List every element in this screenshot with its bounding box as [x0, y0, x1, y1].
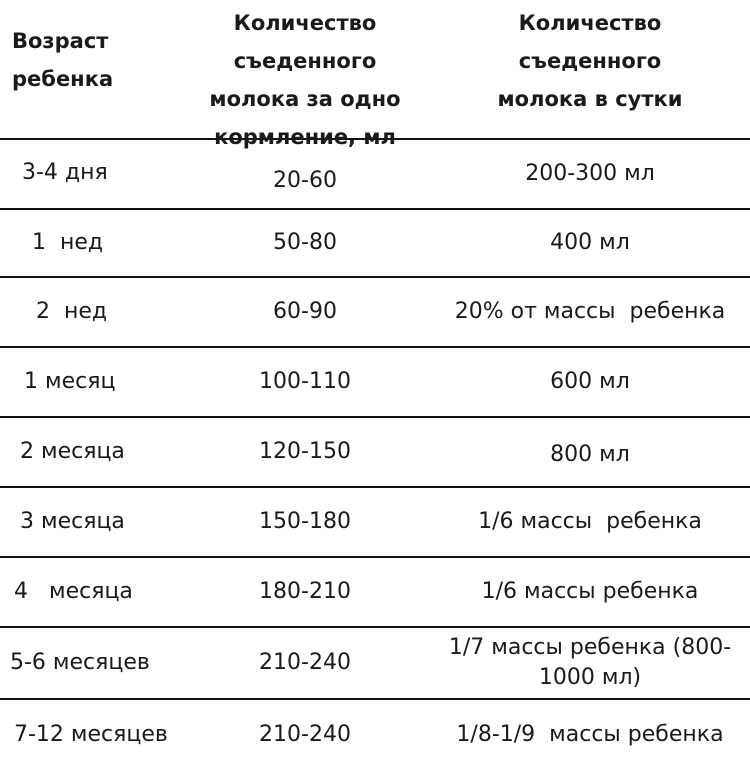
per-day-cell: 400 мл	[550, 230, 630, 255]
per-feeding-cell: 50-80	[273, 230, 337, 255]
per-day-cell: 1/6 массы ребенка	[481, 579, 699, 604]
header-per-day-line3: молока в сутки	[497, 87, 683, 111]
header-per-day-line2: съеденного	[518, 49, 662, 73]
per-feeding-cell: 100-110	[259, 369, 351, 394]
per-feeding-cell: 60-90	[273, 299, 337, 324]
per-day-cell: 1/8-1/9 массы ребенка	[456, 721, 724, 747]
table-row	[0, 628, 750, 700]
header-per-day	[430, 0, 750, 138]
per-feeding-cell: 210-240	[259, 650, 351, 675]
table-row	[0, 278, 750, 348]
per-feeding-cell: 120-150	[259, 439, 351, 464]
table-row	[0, 418, 750, 488]
age-cell: 1 нед	[32, 230, 104, 255]
header-per-feeding-line1: Количество съеденного	[233, 11, 377, 73]
per-day-cell: 20% от массы ребенка	[454, 299, 726, 324]
table-row	[0, 210, 750, 278]
per-day-cell: 200-300 мл	[525, 161, 655, 186]
per-feeding-cell: 210-240	[259, 721, 351, 747]
per-day-cell	[430, 628, 750, 698]
age-cell: 7-12 месяцев	[14, 721, 168, 747]
age-cell: 2 нед	[36, 299, 108, 324]
age-cell: 2 месяца	[20, 439, 125, 464]
age-cell: 5-6 месяцев	[10, 650, 150, 675]
per-day-cell: 1/6 массы ребенка	[478, 509, 702, 534]
per-day-cell: 600 мл	[550, 369, 630, 394]
per-day-cell: 800 мл	[550, 442, 630, 467]
header-per-day-line1: Количество	[518, 11, 662, 35]
per-day-line1: 1/7 массы ребенка (800-	[448, 635, 732, 660]
per-feeding-cell: 20-60	[273, 168, 337, 193]
table-header-row	[0, 0, 750, 149]
per-day-line2: 1000 мл)	[538, 665, 642, 690]
table-row	[0, 140, 750, 210]
header-per-feeding-line2: молока за одно	[209, 87, 401, 111]
table-row	[0, 348, 750, 418]
table-row	[0, 700, 750, 769]
age-cell: 3 месяца	[20, 509, 125, 534]
table-row	[0, 558, 750, 628]
age-cell: 1 месяц	[24, 369, 116, 394]
header-age-line1: Возраст	[12, 29, 109, 53]
header-age-line2: ребенка	[12, 67, 114, 91]
age-cell: 4 месяца	[14, 579, 133, 604]
header-per-feeding	[180, 0, 430, 149]
per-feeding-cell: 150-180	[259, 509, 351, 534]
per-feeding-cell: 180-210	[259, 579, 351, 604]
age-cell: 3-4 дня	[22, 160, 108, 185]
header-per-feeding-line3: кормление, мл	[214, 125, 396, 149]
header-age	[0, 0, 192, 138]
table-row	[0, 488, 750, 558]
